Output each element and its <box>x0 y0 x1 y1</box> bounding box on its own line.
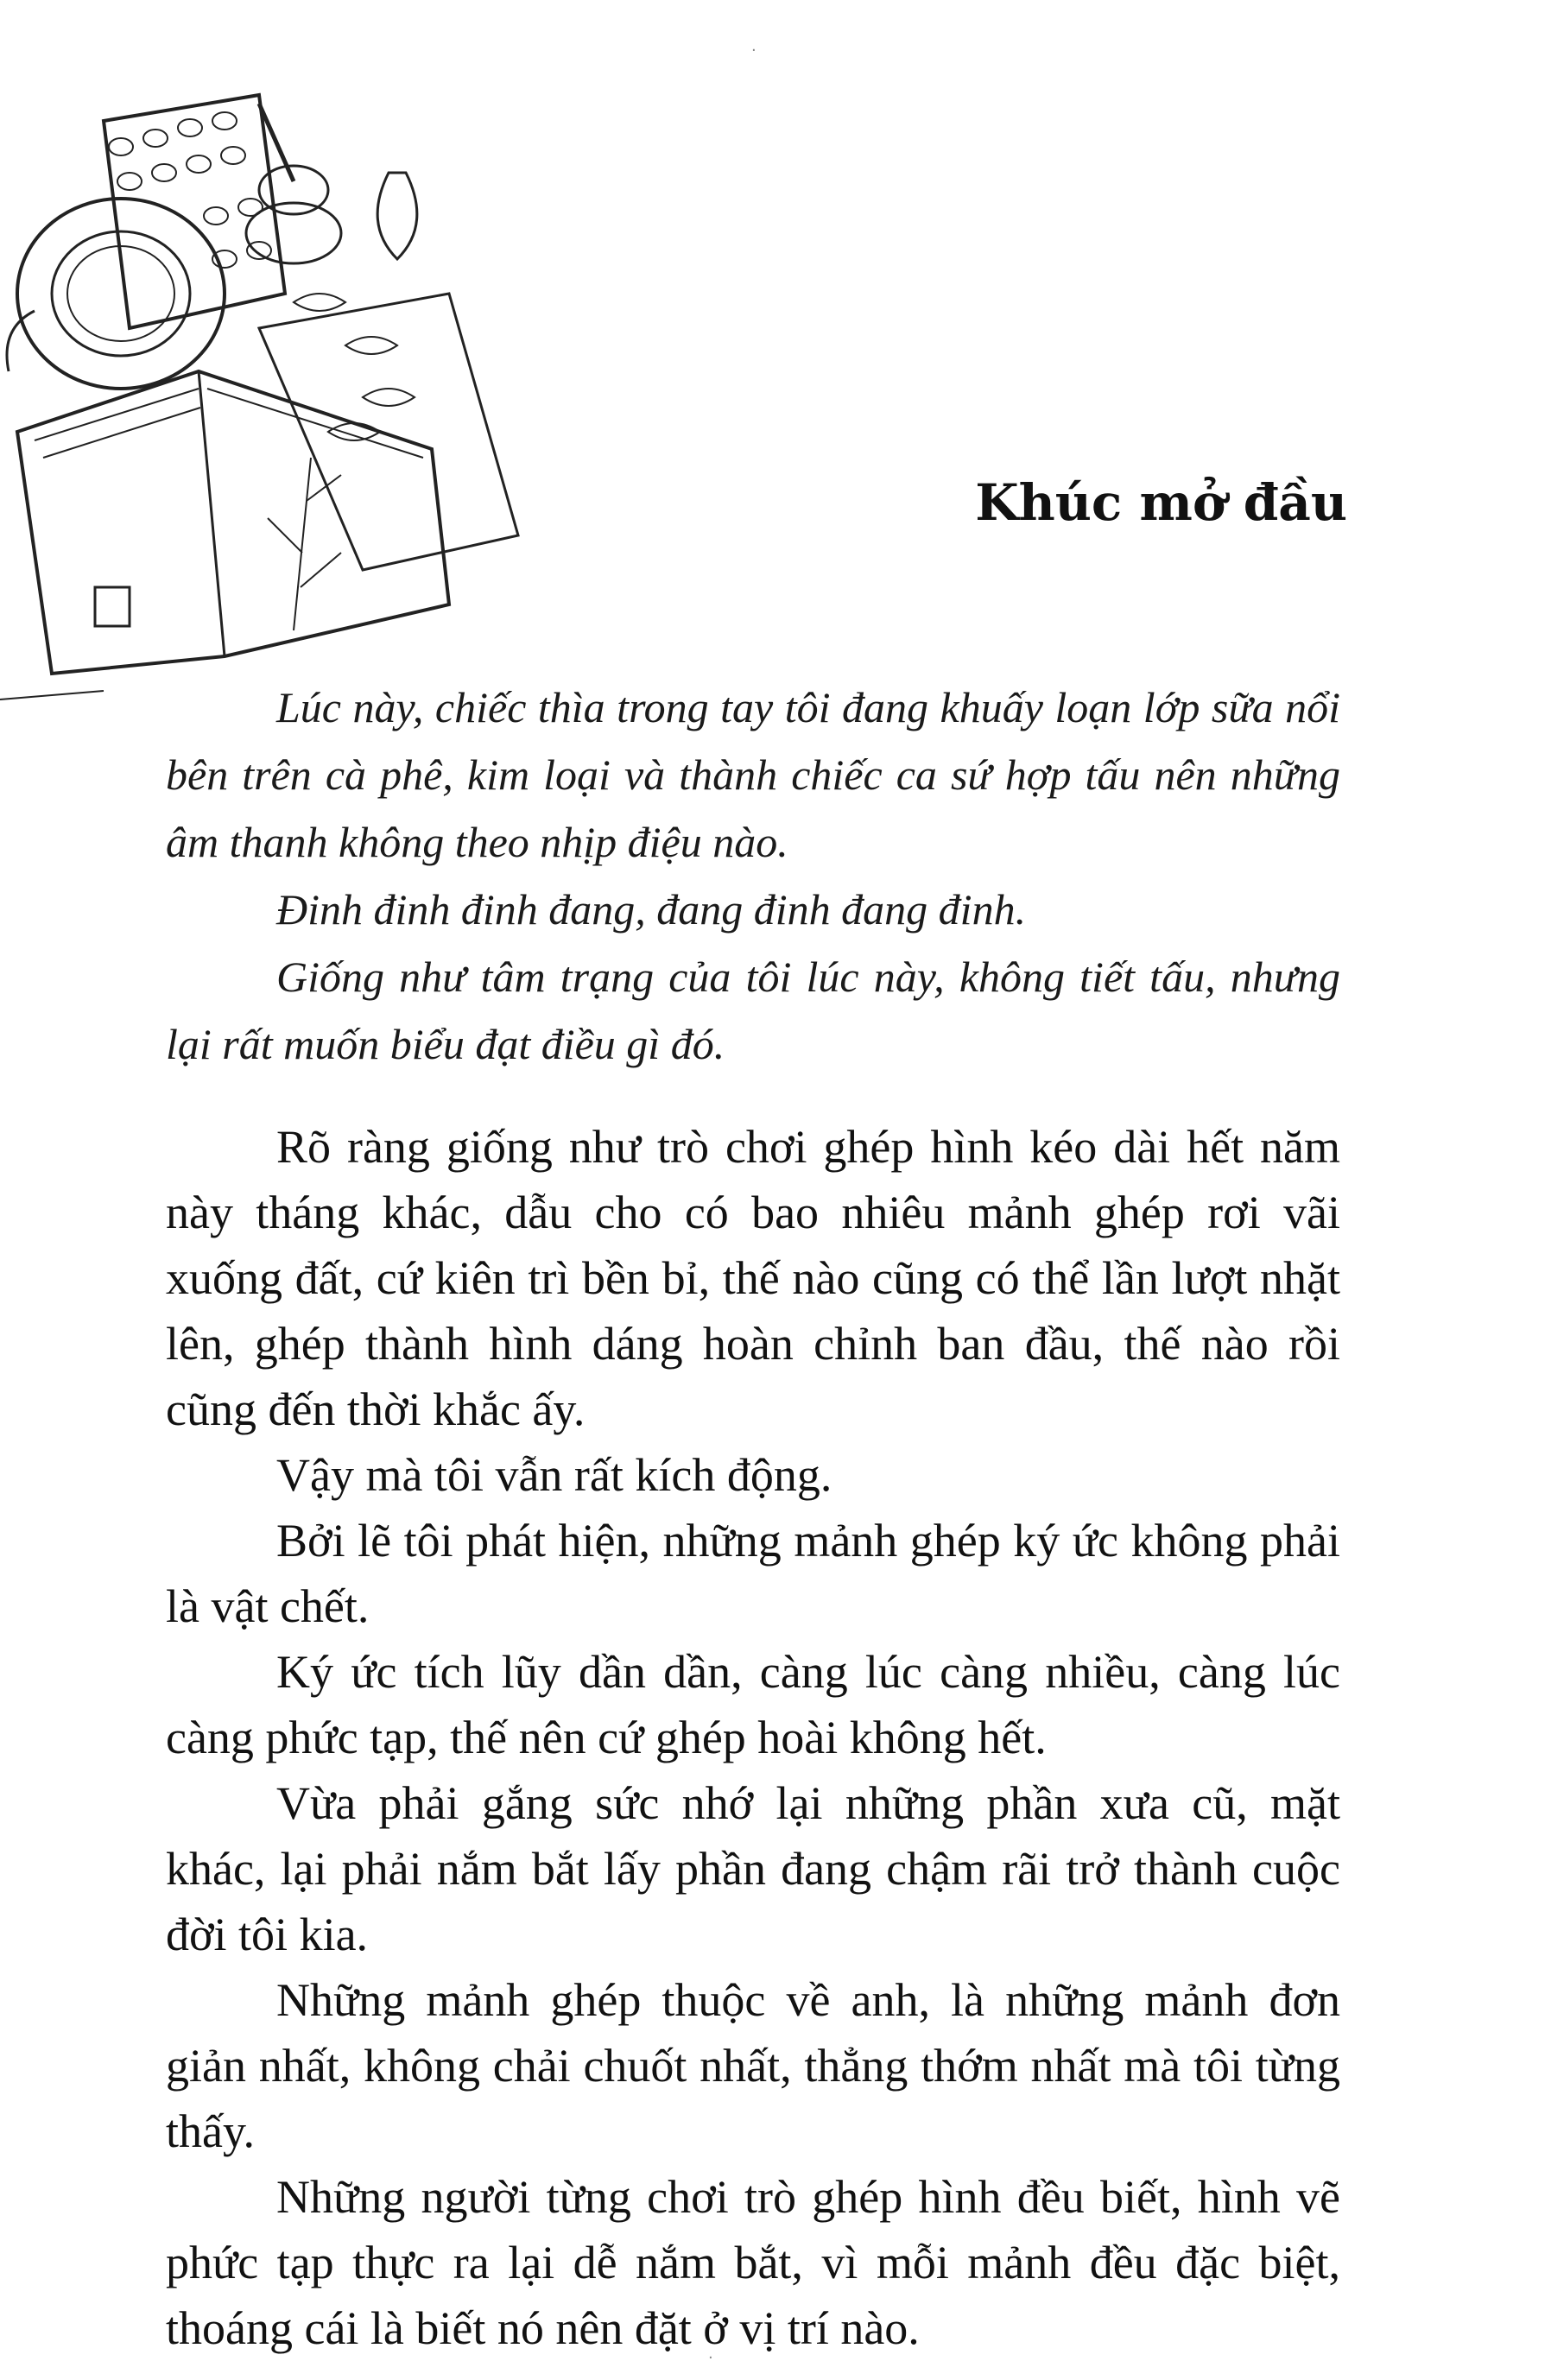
body-paragraph: Ký ức tích lũy dần dần, càng lúc càng nhiều, càng lúc càng phức tạp, thế nên cứ ghép hoài không hết. <box>166 1646 1340 1763</box>
body-paragraph: Những người từng chơi trò ghép hình đều biết, hình vẽ phức tạp thực ra lại dễ nắm bắt, vì mỗi mảnh đều đặc biệt, thoáng cái là biết nó nên đặt ở vị trí nào. <box>166 2171 1340 2354</box>
chapter-title: Khúc mở đầu <box>975 473 1347 532</box>
coffee-and-book-sketch-icon <box>0 86 553 725</box>
intro-paragraph: Giống như tâm trạng của tôi lúc này, không tiết tấu, nhưng lại rất muốn biểu đạt điều gì đó. <box>166 953 1340 1068</box>
intro-paragraph: Lúc này, chiếc thìa trong tay tôi đang khuấy loạn lớp sữa nổi bên trên cà phê, kim loại và thành chiếc ca sứ hợp tấu nên những âm thanh không theo nhịp điệu nào. <box>166 683 1340 866</box>
scan-dot-top: · <box>751 41 757 60</box>
scan-dot-bottom: · <box>708 2349 713 2367</box>
body-paragraph: Vừa phải gắng sức nhớ lại những phần xưa cũ, mặt khác, lại phải nắm bắt lấy phần đang chậm rãi trở thành cuộc đời tôi kia. <box>166 1777 1340 1960</box>
intro-italic-section <box>166 674 1340 1078</box>
body-paragraph: Rõ ràng giống như trò chơi ghép hình kéo dài hết năm này tháng khác, dẫu cho có bao nhiêu mảnh ghép rơi vãi xuống đất, cứ kiên trì bền bỉ, thế nào cũng có thể lần lượt nhặt lên, ghép thành hình dáng hoàn chỉnh ban đầu, thế nào rồi cũng đến thời khắc ấy. <box>166 1121 1340 1435</box>
body-text-section <box>166 1114 1340 2361</box>
body-paragraph: Những mảnh ghép thuộc về anh, là những mảnh đơn giản nhất, không chải chuốt nhất, thẳng thớm nhất mà tôi từng thấy. <box>166 1974 1340 2157</box>
intro-paragraph: Đinh đinh đinh đang, đang đinh đang đinh. <box>276 885 1027 934</box>
body-paragraph: Bởi lẽ tôi phát hiện, những mảnh ghép ký ức không phải là vật chết. <box>166 1515 1340 1632</box>
body-paragraph: Vậy mà tôi vẫn rất kích động. <box>276 1449 832 1501</box>
